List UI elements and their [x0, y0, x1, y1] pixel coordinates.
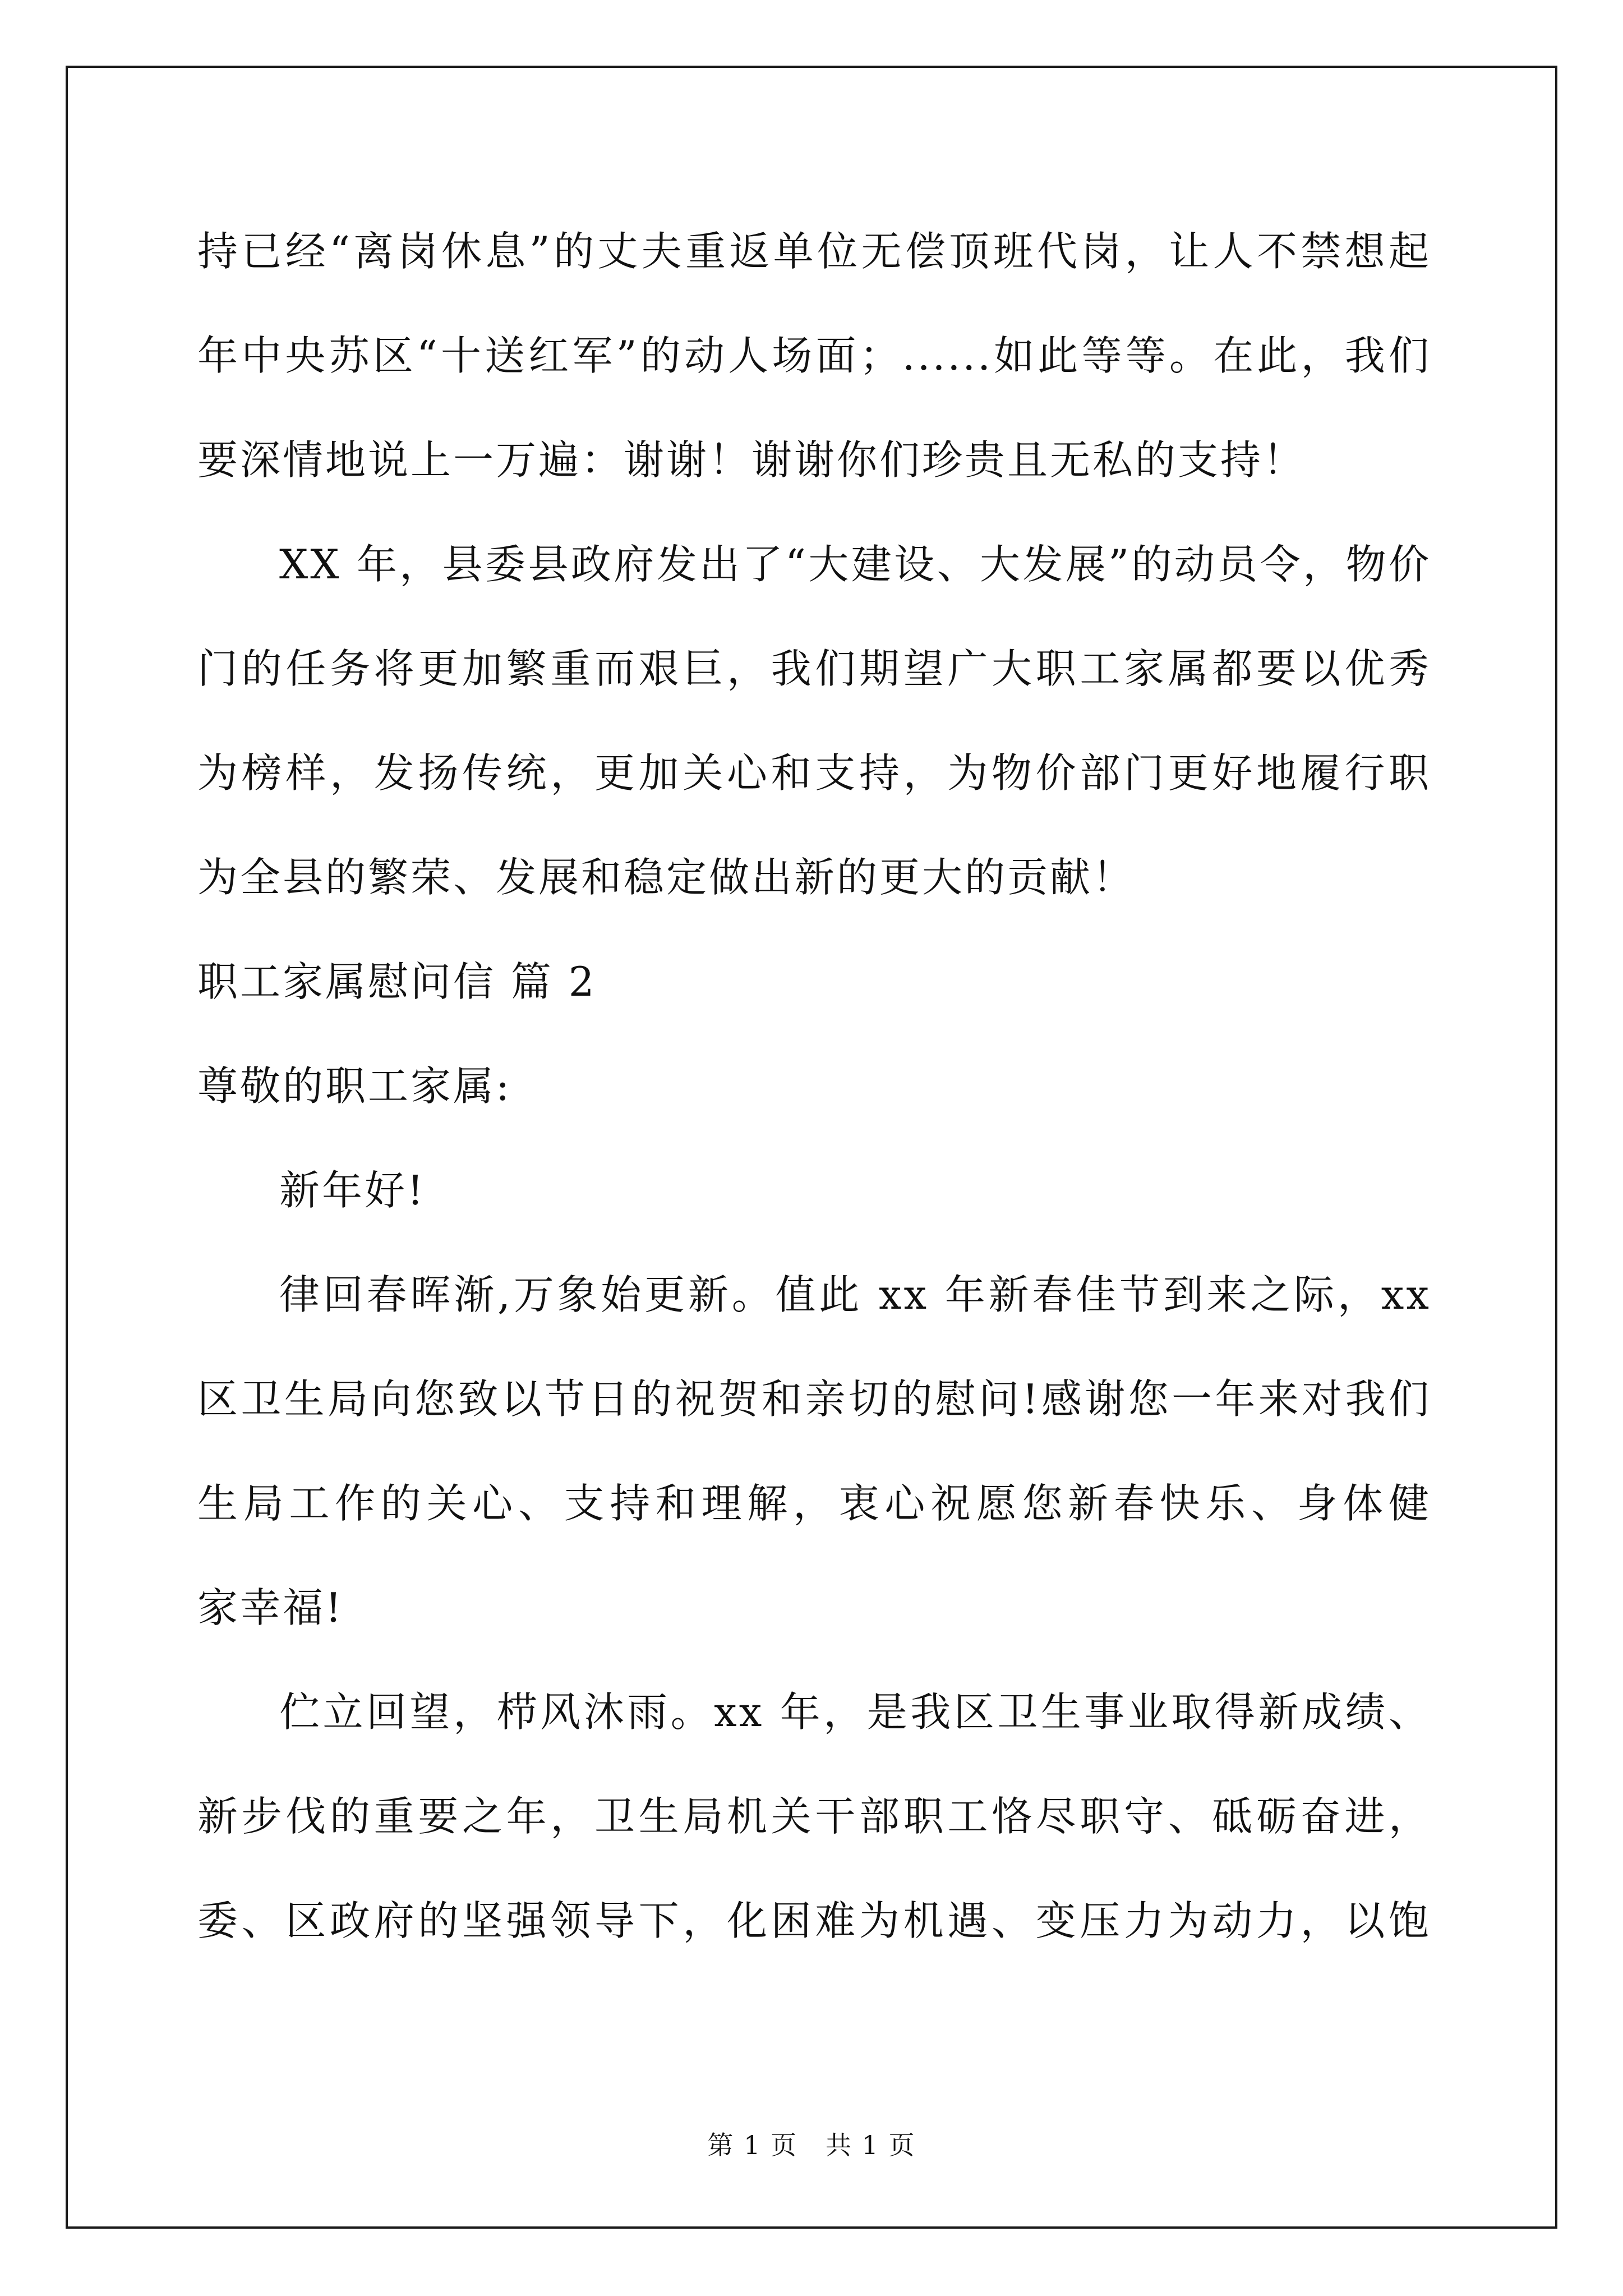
salutation: 尊敬的职工家属:: [197, 1062, 512, 1110]
section-title: 职工家属慰问信 篇 2: [197, 958, 597, 1005]
total-pages: 共 1 页: [825, 2130, 916, 2160]
text-line: 区卫生局向您致以节日的祝贺和亲切的慰问!感谢您一年来对我们: [197, 1375, 1431, 1423]
text-line: 为全县的繁荣、发展和稳定做出新的更大的贡献！: [197, 854, 1136, 901]
text-line: 为榜样，发扬传统，更加关心和支持，为物价部门更好地履行职: [197, 749, 1431, 797]
text-line: 门的任务将更加繁重而艰巨，我们期望广大职工家属都要以优秀: [197, 645, 1431, 692]
text-line: 年中央苏区“十送红军”的动人场面；......如此等等。在此，我们: [197, 332, 1431, 379]
text-line: 律回春晖渐,万象始更新。值此 xx 年新春佳节到来之际，xx: [279, 1271, 1431, 1318]
greeting: 新年好!: [279, 1167, 426, 1214]
text-line: 委、区政府的坚强领导下，化困难为机遇、变压力为动力，以饱: [197, 1897, 1431, 1944]
text-line: XX 年，县委县政府发出了“大建设、大发展”的动员令，物价: [279, 541, 1431, 588]
text-line: 要深情地说上一万遍：谢谢！谢谢你们珍贵且无私的支持！: [197, 436, 1306, 484]
document-body: [197, 199, 1431, 1973]
page-footer: [0, 2125, 1623, 2162]
text-line: 持已经“离岗休息”的丈夫重返单位无偿顶班代岗，让人不禁想起: [197, 228, 1431, 275]
text-line: 伫立回望，栉风沐雨。xx 年，是我区卫生事业取得新成绩、: [279, 1688, 1431, 1736]
text-line: 生局工作的关心、支持和理解，衷心祝愿您新春快乐、身体健: [197, 1480, 1431, 1527]
text-line: 新步伐的重要之年，卫生局机关干部职工恪尽职守、砥砺奋进，: [197, 1793, 1431, 1840]
page-number: 第 1 页: [707, 2130, 798, 2160]
text-line: 家幸福!: [197, 1584, 344, 1631]
